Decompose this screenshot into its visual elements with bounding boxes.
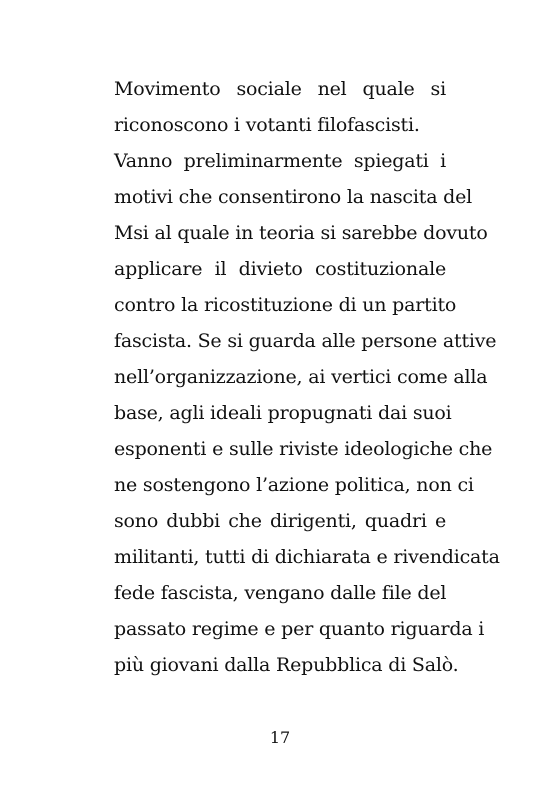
text-line: applicare il divieto costituzionale — [114, 258, 446, 280]
text-line: fascista. Se si guarda alle persone attive — [114, 330, 497, 352]
text-line: Msi al quale in teoria si sarebbe dovuto — [114, 222, 488, 244]
text-line: esponenti e sulle riviste ideologiche che — [114, 438, 493, 460]
text-line: fede fascista, vengano dalle file del — [114, 582, 447, 604]
text-line: nell’organizzazione, ai vertici come alla — [114, 366, 488, 388]
text-line: motivi che consentirono la nascita del — [114, 186, 473, 208]
body-text — [114, 71, 500, 683]
text-line: ne sostengono l’azione politica, non ci — [114, 474, 474, 496]
text-line: Vanno preliminarmente spiegati i — [114, 150, 446, 172]
text-line: passato regime e per quanto riguarda i — [114, 618, 485, 640]
text-line: Movimento sociale nel quale si — [114, 78, 446, 100]
text-line: militanti, tutti di dichiarata e rivendicata — [114, 546, 500, 568]
text-line: base, agli ideali propugnati dai suoi — [114, 402, 452, 424]
text-line: più giovani dalla Repubblica di Salò. — [114, 654, 459, 676]
text-line: riconoscono i votanti filofascisti. — [114, 114, 420, 136]
page-number: 17 — [269, 728, 291, 747]
text-line: contro la ricostituzione di un partito — [114, 294, 457, 316]
text-line: sono dubbi che dirigenti, quadri e — [114, 510, 446, 532]
